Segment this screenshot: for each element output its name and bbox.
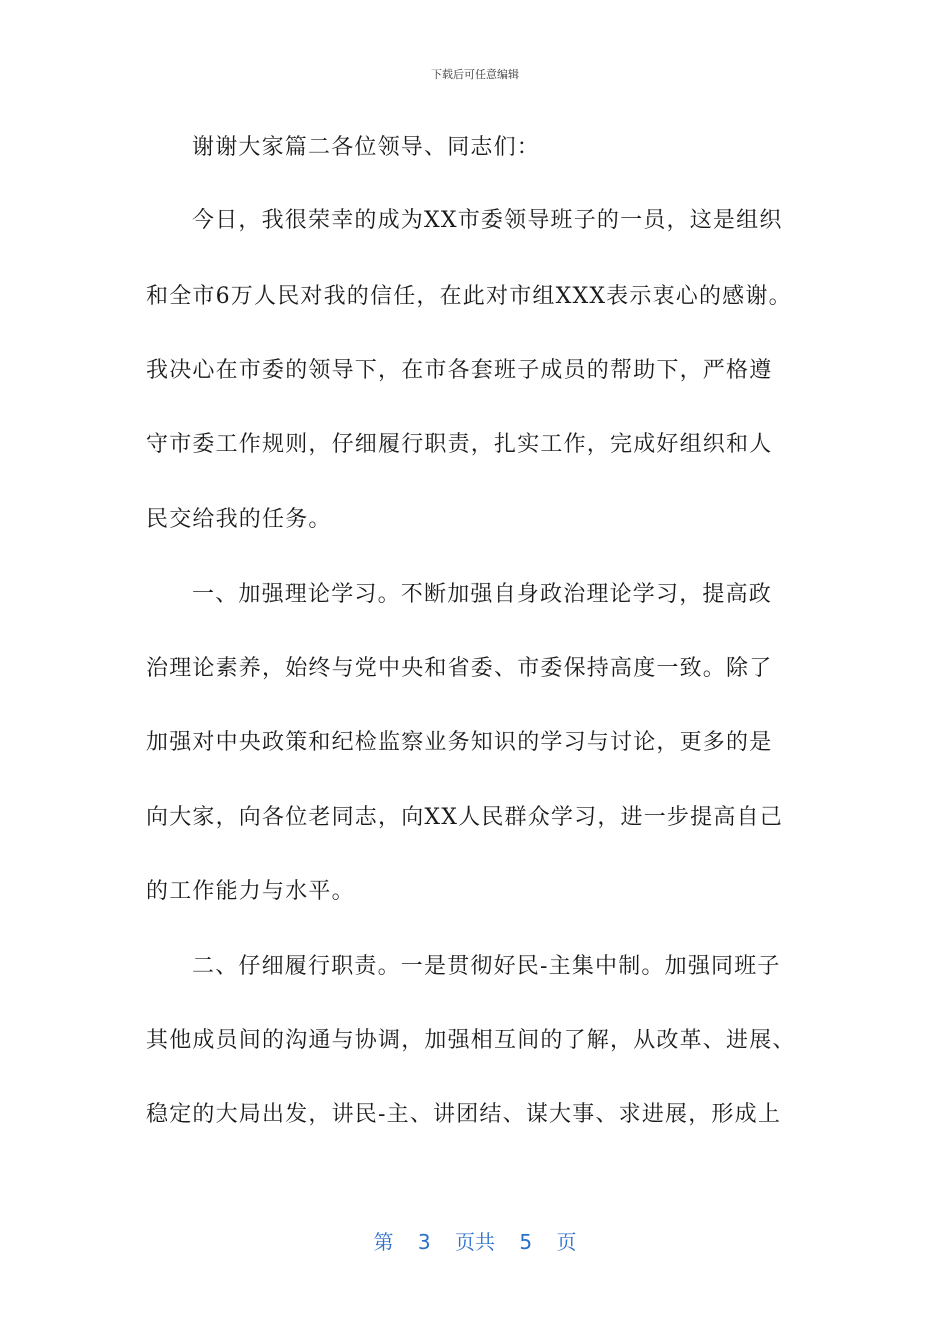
page-label-mid: 页共	[455, 1230, 495, 1254]
text-line: 的工作能力与水平。	[146, 879, 355, 904]
current-page-number: 3	[417, 1230, 431, 1254]
text-line: 加强对中央政策和纪检监察业务知识的学习与讨论，更多的是	[146, 730, 773, 755]
text-line: 谢谢大家篇二各位领导、同志们：	[192, 135, 541, 160]
text-line: 稳定的大局出发，讲民-主、讲团结、谋大事、求进展，形成上	[146, 1102, 782, 1127]
total-pages-number: 5	[519, 1230, 533, 1254]
page-number-footer	[0, 1226, 950, 1255]
text-line: 治理论素养，始终与党中央和省委、市委保持高度一致。除了	[146, 656, 773, 681]
page-label-suffix: 页	[556, 1230, 577, 1254]
page-header: 下载后可任意编辑	[431, 68, 519, 81]
text-line: 一、加强理论学习。不断加强自身政治理论学习，提高政	[192, 582, 773, 607]
text-line: 其他成员间的沟通与协调，加强相互间的了解，从改革、进展、	[146, 1028, 796, 1053]
text-line: 民交给我的任务。	[146, 507, 332, 532]
text-line: 二、仔细履行职责。一是贯彻好民-主集中制。加强同班子	[192, 954, 781, 979]
text-line: 守市委工作规则，仔细履行职责，扎实工作，完成好组织和人	[146, 432, 773, 457]
text-line: 和全市6万人民对我的信任，在此对市组XXX表示衷心的感谢。	[146, 284, 792, 309]
text-line: 今日，我很荣幸的成为XX市委领导班子的一员，这是组织	[192, 208, 783, 233]
text-line: 向大家，向各位老同志，向XX人民群众学习，进一步提高自己	[146, 805, 783, 830]
text-line: 我决心在市委的领导下，在市各套班子成员的帮助下，严格遵	[146, 358, 773, 383]
page-label-prefix: 第	[373, 1230, 394, 1254]
